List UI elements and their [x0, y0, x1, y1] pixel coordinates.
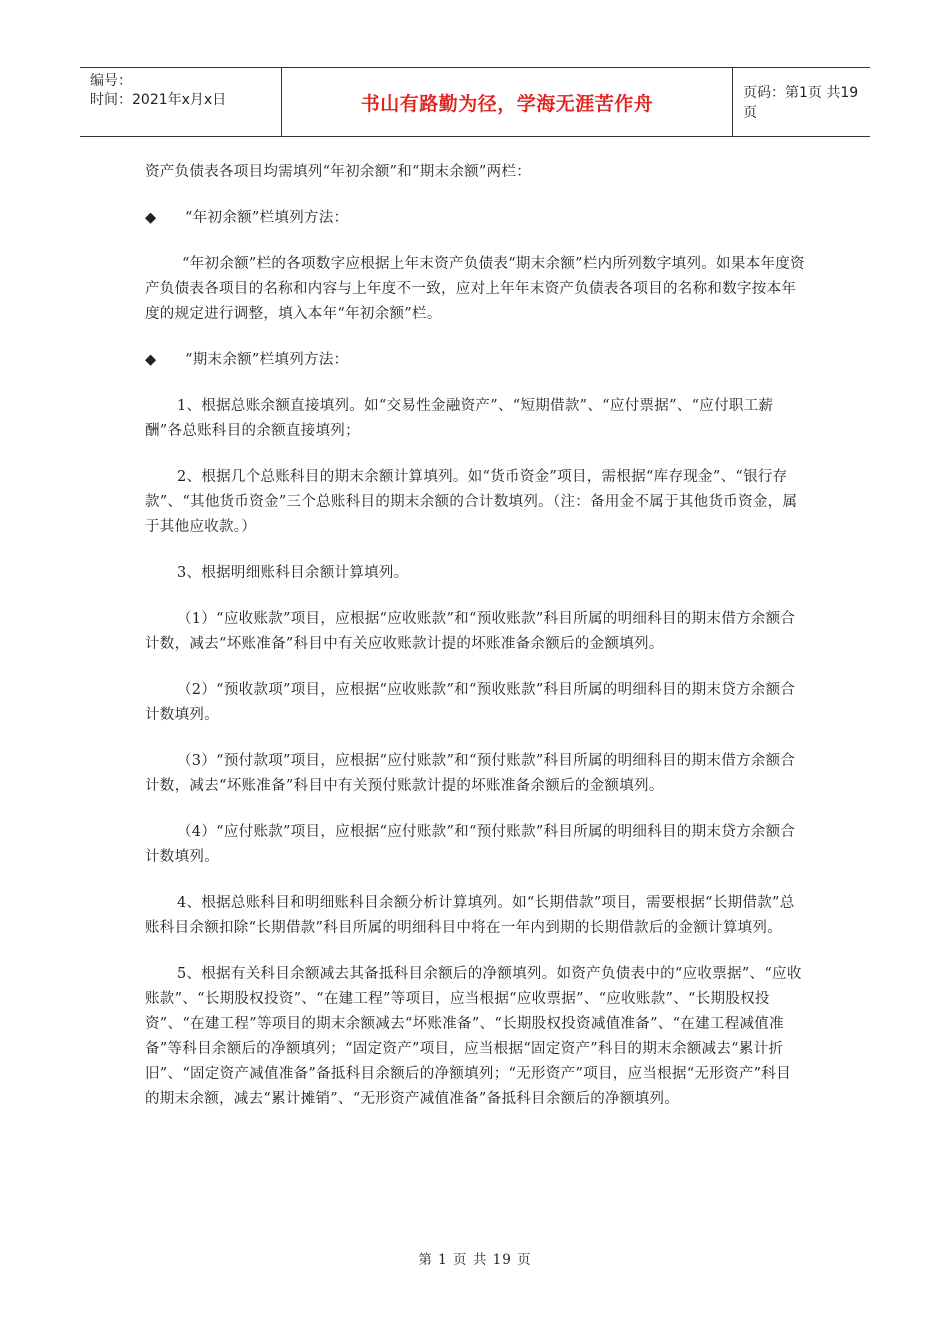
document-body	[145, 160, 805, 1112]
paragraph-item-1: 1、根据总账余额直接填列。如“交易性金融资产”、“短期借款”、“应付票据”、“应付职工薪酬”各总账科目的余额直接填列；	[145, 398, 774, 439]
header-page-info: 页码：第1页 共19页	[743, 85, 859, 121]
document-time-label: 时间：2021年x月x日	[90, 92, 227, 108]
diamond-bullet-icon: ◆	[145, 210, 157, 226]
section-title: “期末余额”栏填列方法：	[185, 352, 349, 368]
section-heading-closing-balance	[145, 348, 805, 373]
document-number-label: 编号：	[90, 73, 132, 89]
paragraph-opening-balance: “年初余额”栏的各项数字应根据上年末资产负债表“期末余额”栏内所列数字填列。如果本年度资产负债表各项目的名称和内容与上年度不一致，应对上年年末资产负债表各项目的名称和数字按本年度的规定进行调整，填入本年“年初余额”栏。	[145, 256, 805, 322]
paragraph-item-3-1: （1）“应收账款”项目，应根据“应收账款”和“预收账款”科目所属的明细科目的期末借方余额合计数，减去“坏账准备”科目中有关应收账款计提的坏账准备余额后的金额填列。	[145, 611, 796, 652]
paragraph-item-3-4: （4）“应付账款”项目，应根据“应付账款”和“预付账款”科目所属的明细科目的期末贷方余额合计数填列。	[145, 824, 796, 865]
page-header	[80, 67, 870, 137]
paragraph-item-5: 5、根据有关科目余额减去其备抵科目余额后的净额填列。如资产负债表中的“应收票据”、“应收账款”、“长期股权投资”、“在建工程”等项目，应当根据“应收票据”、“应收账款”、“长期股权投资”、“在建工程”等项目的期末余额减去“坏账准备”、“长期股权投资减值准备”、“在建工程减值准备”等科目余额后的净额填列；“固定资产”项目，应当根据“固定资产”科目的期末余额减去“累计折旧”、“固定资产减值准备”备抵科目余额后的净额填列；“无形资产”项目，应当根据“无形资产”科目的期末余额，减去“累计摊销”、“无形资产减值准备”备抵科目余额后的净额填列。	[145, 966, 802, 1107]
paragraph-item-3-2: （2）“预收款项”项目，应根据“应收账款”和“预收账款”科目所属的明细科目的期末贷方余额合计数填列。	[145, 682, 796, 723]
paragraph-item-3: 3、根据明细账科目余额计算填列。	[177, 565, 409, 581]
section-heading-opening-balance	[145, 206, 805, 231]
page-footer: 第 1 页 共 19 页	[418, 1252, 532, 1268]
diamond-bullet-icon: ◆	[145, 352, 157, 368]
header-meta-cell	[80, 68, 281, 136]
section-title: “年初余额”栏填列方法：	[185, 210, 349, 226]
intro-paragraph: 资产负债表各项目均需填列“年初余额”和“期末余额”两栏：	[145, 164, 532, 180]
paragraph-item-3-3: （3）“预付款项”项目，应根据“应付账款”和“预付账款”科目所属的明细科目的期末借方余额合计数，减去“坏账准备”科目中有关预付账款计提的坏账准备余额后的金额填列。	[145, 753, 796, 794]
header-motto: 书山有路勤为径，学海无涯苦作舟	[281, 68, 733, 136]
paragraph-item-2: 2、根据几个总账科目的期末余额计算填列。如“货币资金”项目，需根据“库存现金”、“银行存款”、“其他货币资金”三个总账科目的期末余额的合计数填列。（注：备用金不属于其他货币资金，属于其他应收款。）	[145, 469, 798, 535]
paragraph-item-4: 4、根据总账科目和明细账科目余额分析计算填列。如“长期借款”项目，需要根据“长期借款”总账科目余额扣除“长期借款”科目所属的明细科目中将在一年内到期的长期借款后的金额计算填列。	[145, 895, 795, 936]
